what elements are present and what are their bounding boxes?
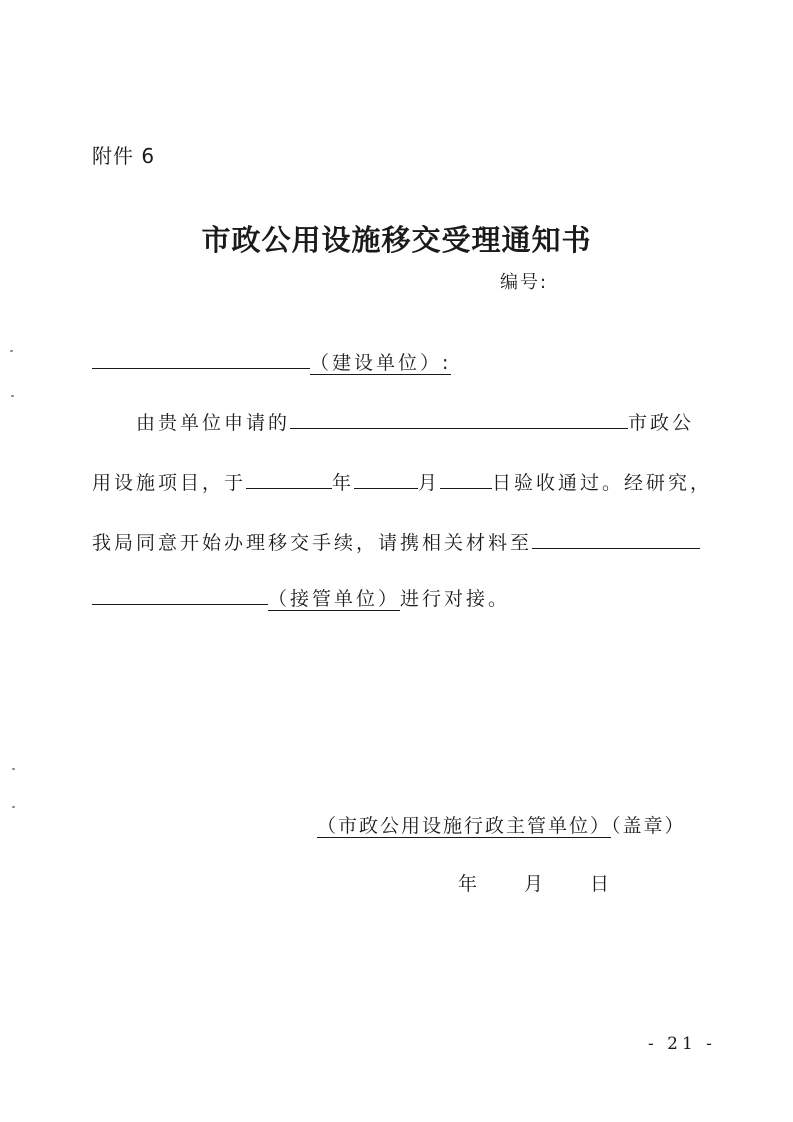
acceptance-month-blank[interactable]: [354, 466, 418, 489]
scan-speck: [12, 806, 15, 808]
issue-year-label: 年: [458, 873, 478, 895]
addressee-line: [92, 346, 451, 375]
attachment-label: 附件 6: [92, 144, 156, 168]
scan-speck: [10, 350, 13, 352]
body-line-handover: [92, 526, 700, 555]
issue-month-label: 月: [524, 873, 544, 895]
receiving-unit-blank-2[interactable]: [92, 582, 268, 605]
application-prefix: 由贵单位申请的: [136, 412, 291, 434]
body-line-application: [136, 406, 694, 435]
issue-day-label: 日: [590, 873, 610, 895]
construction-unit-label: （建设单位）:: [310, 352, 452, 374]
acceptance-month-label: 月: [418, 472, 441, 494]
authority-label: （市政公用设施行政主管单位）: [317, 815, 612, 837]
signature-line: [317, 811, 686, 838]
body-line-acceptance-date: [92, 466, 712, 495]
construction-unit-blank[interactable]: [92, 346, 310, 369]
document-number-label: 编号:: [500, 272, 549, 293]
acceptance-year-blank[interactable]: [246, 466, 332, 489]
receiving-unit-suffix: 进行对接。: [400, 588, 511, 610]
seal-label: （盖章）: [611, 815, 686, 837]
scan-speck: [12, 768, 15, 770]
acceptance-prefix: 用设施项目，于: [92, 472, 247, 494]
body-line-receiving-unit: [92, 582, 510, 611]
handover-prefix: 我局同意开始办理移交手续，请携相关材料至: [92, 532, 533, 554]
project-name-blank[interactable]: [290, 406, 628, 429]
page-number: - 21 -: [648, 1034, 716, 1054]
acceptance-year-label: 年: [332, 472, 355, 494]
issue-date: [458, 869, 656, 896]
application-suffix: 市政公: [628, 412, 695, 434]
receiving-unit-label: （接管单位）: [268, 588, 401, 610]
scan-speck: [11, 395, 14, 397]
acceptance-day-blank[interactable]: [440, 466, 492, 489]
document-title: 市政公用设施移交受理通知书: [201, 223, 592, 257]
receiving-unit-blank-1[interactable]: [532, 526, 700, 549]
acceptance-suffix: 日验收通过。经研究，: [492, 472, 713, 494]
